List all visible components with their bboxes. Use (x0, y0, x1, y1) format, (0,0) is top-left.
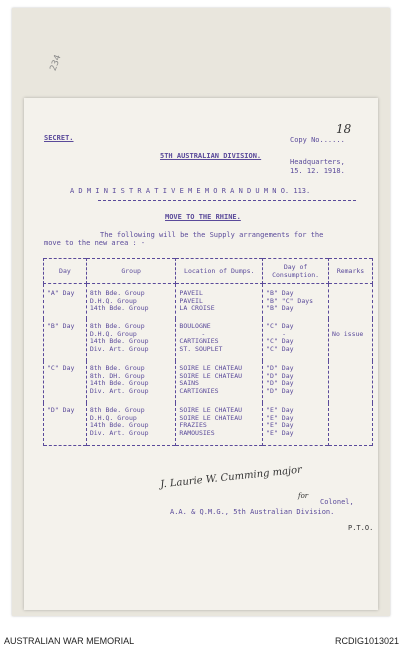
intro-line-2: move to the new area : - (44, 239, 146, 247)
consumption-cell: "D" Day (266, 386, 294, 395)
group-cell: Div. Art. Group (89, 386, 149, 395)
title-underline (98, 200, 356, 201)
group-cell: D.H.Q. Group (89, 296, 137, 305)
location-cell: - (201, 329, 206, 338)
consumption-cell: "C" Day (266, 322, 294, 331)
group-cell: 8th Bde. Group (89, 289, 145, 297)
footer-source: AUSTRALIAN WAR MEMORIAL (4, 636, 135, 646)
group-cell: 8th Bde. Group (89, 322, 145, 331)
consumption-cell: "D" Day (266, 371, 294, 380)
location-cell: RAMOUSIES (179, 428, 215, 437)
secret-label: SECRET. (44, 134, 74, 142)
division-heading: 5TH AUSTRALIAN DIVISION. (160, 152, 262, 160)
group-cell: 8th Bde. Group (89, 364, 145, 373)
row-day: "B" Day (47, 322, 75, 331)
group-cell: 14th Bde. Group (89, 421, 149, 430)
consumption-cell: "E" Day (266, 421, 294, 430)
group-cell: Div. Art. Group (89, 344, 149, 353)
headquarters-label: Headquarters, (290, 158, 345, 166)
consumption-cell: "E" Day (266, 406, 294, 415)
location-cell: CARTIGNIES (179, 337, 219, 346)
supply-table (43, 258, 373, 446)
pto-mark: P.T.O. (348, 524, 374, 532)
signature-rank: Colonel, (320, 498, 354, 506)
table-row (44, 319, 373, 361)
location-cell: PAVEIL (179, 289, 203, 297)
footer-reference: RCDIG1013021 (334, 636, 399, 646)
header-group: Group (86, 259, 176, 284)
consumption-cell: "D" Day (266, 364, 294, 373)
table-row (44, 284, 373, 320)
location-cell: SOIRE LE CHATEAU (179, 413, 243, 422)
consumption-cell: "B" Day (266, 304, 294, 312)
pencil-folio-number: 234 (48, 53, 64, 73)
group-cell: 8th Bde. Group (89, 406, 145, 415)
header-remarks: Remarks (329, 259, 373, 284)
group-cell: Div. Art. Group (89, 428, 149, 437)
header-day: Day (44, 259, 87, 284)
consumption-cell: "C" Day (266, 337, 294, 346)
memorandum-title: A D M I N I S T R A T I V E M E M O R A N D U M N O. 113. (70, 187, 311, 195)
copy-number-value: 18 (336, 122, 352, 136)
table-row (44, 361, 373, 403)
header-location: Location of Dumps. (176, 259, 263, 284)
consumption-cell: - (282, 329, 287, 338)
table-row (44, 403, 373, 445)
location-cell: LA CROISE (179, 304, 215, 312)
group-cell: D.H.Q. Group (89, 329, 137, 338)
intro-line-1: The following will be the Supply arrangements for the (100, 231, 324, 239)
consumption-cell: "E" Day (266, 413, 294, 422)
consumption-cell: "E" Day (266, 428, 294, 437)
signature-for: for (298, 492, 309, 500)
group-cell: D.H.Q. Group (89, 413, 137, 422)
group-cell: 14th Bde. Group (89, 304, 149, 312)
location-cell: SOIRE LE CHATEAU (179, 406, 243, 415)
consumption-cell: "B" "C" Days (266, 296, 314, 305)
location-cell: SOIRE LE CHATEAU (179, 364, 243, 373)
group-cell: 14th Bde. Group (89, 379, 149, 388)
header-consumption: Day of Consumption. (263, 259, 329, 284)
group-cell: 8th. DH. Group (89, 371, 145, 380)
row-day: "A" Day (47, 289, 75, 297)
location-cell: FRAZIES (179, 421, 207, 430)
remarks-cell: No issue (332, 329, 364, 338)
copy-number-label: Copy No...... (290, 136, 345, 144)
handwritten-signature: J. Laurie W. Cumming major (159, 464, 303, 491)
row-day: "C" Day (47, 364, 75, 373)
group-cell: 14th Bde. Group (89, 337, 149, 346)
row-day: "D" Day (47, 406, 75, 415)
location-cell: SAINS (179, 379, 199, 388)
subject-heading: MOVE TO THE RHINE. (165, 213, 241, 221)
table-header-row (44, 259, 373, 284)
location-cell: SOIRE LE CHATEAU (179, 371, 243, 380)
signature-title: A.A. & Q.M.G., 5th Australian Division. (170, 508, 335, 516)
location-cell: BOULOGNE (179, 322, 211, 331)
headquarters-date: 15. 12. 1918. (290, 167, 345, 175)
consumption-cell: "B" Day (266, 289, 294, 297)
location-cell: ST. SOUPLET (179, 344, 223, 353)
location-cell: PAVEIL (179, 296, 203, 305)
location-cell: CARTIGNIES (179, 386, 219, 395)
consumption-cell: "D" Day (266, 379, 294, 388)
consumption-cell: "C" Day (266, 344, 294, 353)
